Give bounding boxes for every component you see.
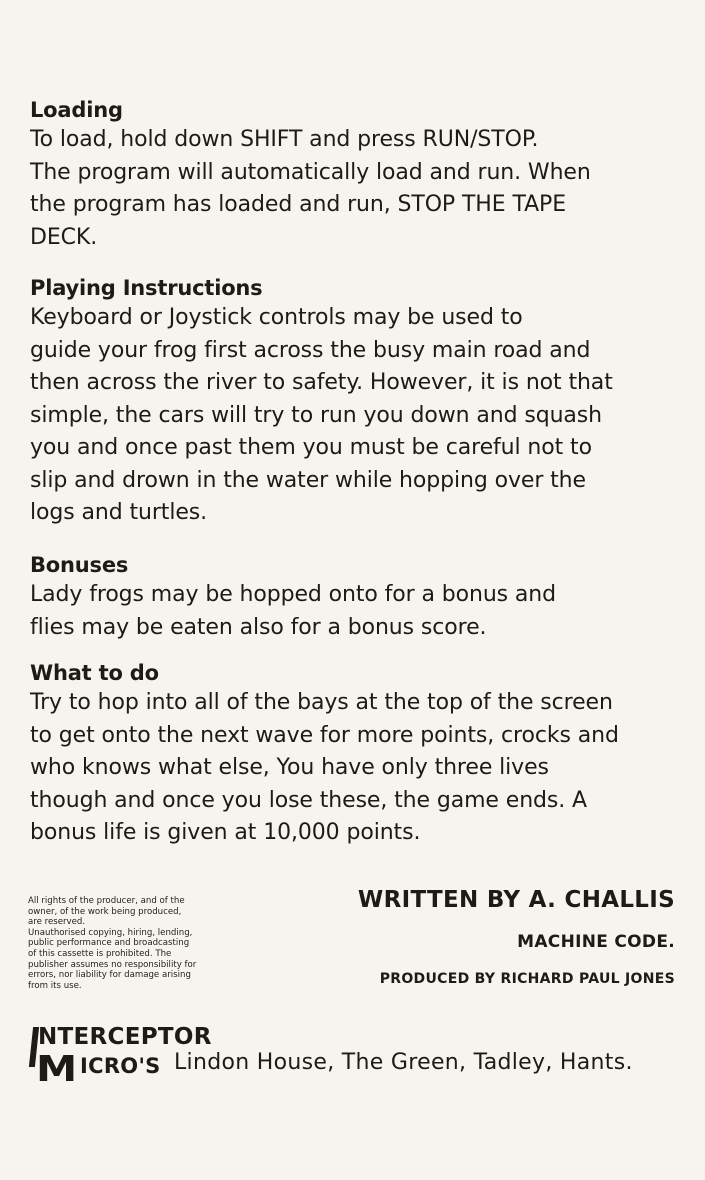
- legal-line: public performance and broadcasting: [28, 938, 190, 949]
- text-line: Keyboard or Joystick controls may be used to: [30, 305, 523, 330]
- playing-instructions-text: [30, 302, 690, 530]
- legal-line: All rights of the producer, and of the: [28, 896, 185, 906]
- legal-line: are reserved.: [28, 917, 86, 928]
- publisher-address: Lindon House, The Green, Tadley, Hants.: [174, 1050, 633, 1075]
- text-line: who knows what else, You have only three lives: [30, 755, 549, 780]
- legal-line: of this cassette is prohibited. The: [28, 948, 172, 959]
- legal-line: publisher assumes no responsibility for: [28, 959, 197, 970]
- loading-section: [30, 96, 690, 254]
- logo-line-2: ICRO'S: [80, 1054, 161, 1078]
- loading-heading: Loading: [30, 98, 123, 122]
- legal-line: errors, nor liability for damage arising: [28, 970, 191, 981]
- bonuses-section: [30, 551, 690, 644]
- text-line: the program has loaded and run, STOP THE TAPE: [30, 192, 566, 217]
- interceptor-micros-logo: [22, 1022, 212, 1092]
- text-line: bonus life is given at 10,000 points.: [30, 820, 421, 845]
- text-line: DECK.: [30, 224, 98, 250]
- language-credit: MACHINE CODE.: [517, 932, 675, 952]
- text-line: The program will automatically load and run. When: [30, 159, 591, 185]
- author-credit: WRITTEN BY A. CHALLIS: [357, 887, 675, 913]
- playing-instructions-heading: Playing Instructions: [30, 276, 263, 300]
- text-line: Lady frogs may be hopped onto for a bonus and: [30, 582, 557, 607]
- bonuses-heading: Bonuses: [30, 553, 129, 577]
- playing-instructions-section: [30, 274, 690, 530]
- what-to-do-text: [30, 687, 690, 850]
- producer-credit: PRODUCED BY RICHARD PAUL JONES: [379, 971, 675, 987]
- loading-text: [30, 124, 690, 254]
- text-line: to get onto the next wave for more points, crocks and: [30, 722, 619, 748]
- text-line: then across the river to safety. However, it is not that: [30, 370, 613, 395]
- what-to-do-section: [30, 659, 690, 850]
- text-line: To load, hold down SHIFT and press RUN/STOP.: [30, 127, 539, 152]
- text-line: Try to hop into all of the bays at the top of the screen: [30, 690, 613, 715]
- text-line: you and once past them you must be careful not to: [30, 435, 592, 460]
- text-line: guide your frog first across the busy main road and: [30, 337, 591, 363]
- text-line: flies may be eaten also for a bonus score.: [30, 614, 487, 640]
- text-line: slip and drown in the water while hopping over the: [30, 467, 586, 493]
- legal-line: from its use.: [28, 980, 82, 991]
- text-line: though and once you lose these, the game ends. A: [30, 787, 587, 813]
- logo-line-1: NTERCEPTOR: [38, 1024, 212, 1050]
- text-line: logs and turtles.: [30, 500, 208, 525]
- copyright-notice: [28, 896, 243, 991]
- legal-line: owner, of the work being produced,: [28, 906, 182, 917]
- legal-line: Unauthorised copying, hiring, lending,: [28, 927, 193, 938]
- what-to-do-heading: What to do: [30, 661, 159, 685]
- text-line: simple, the cars will try to run you down and squash: [30, 402, 602, 428]
- bonuses-text: [30, 579, 690, 644]
- logo-m: M: [36, 1049, 78, 1090]
